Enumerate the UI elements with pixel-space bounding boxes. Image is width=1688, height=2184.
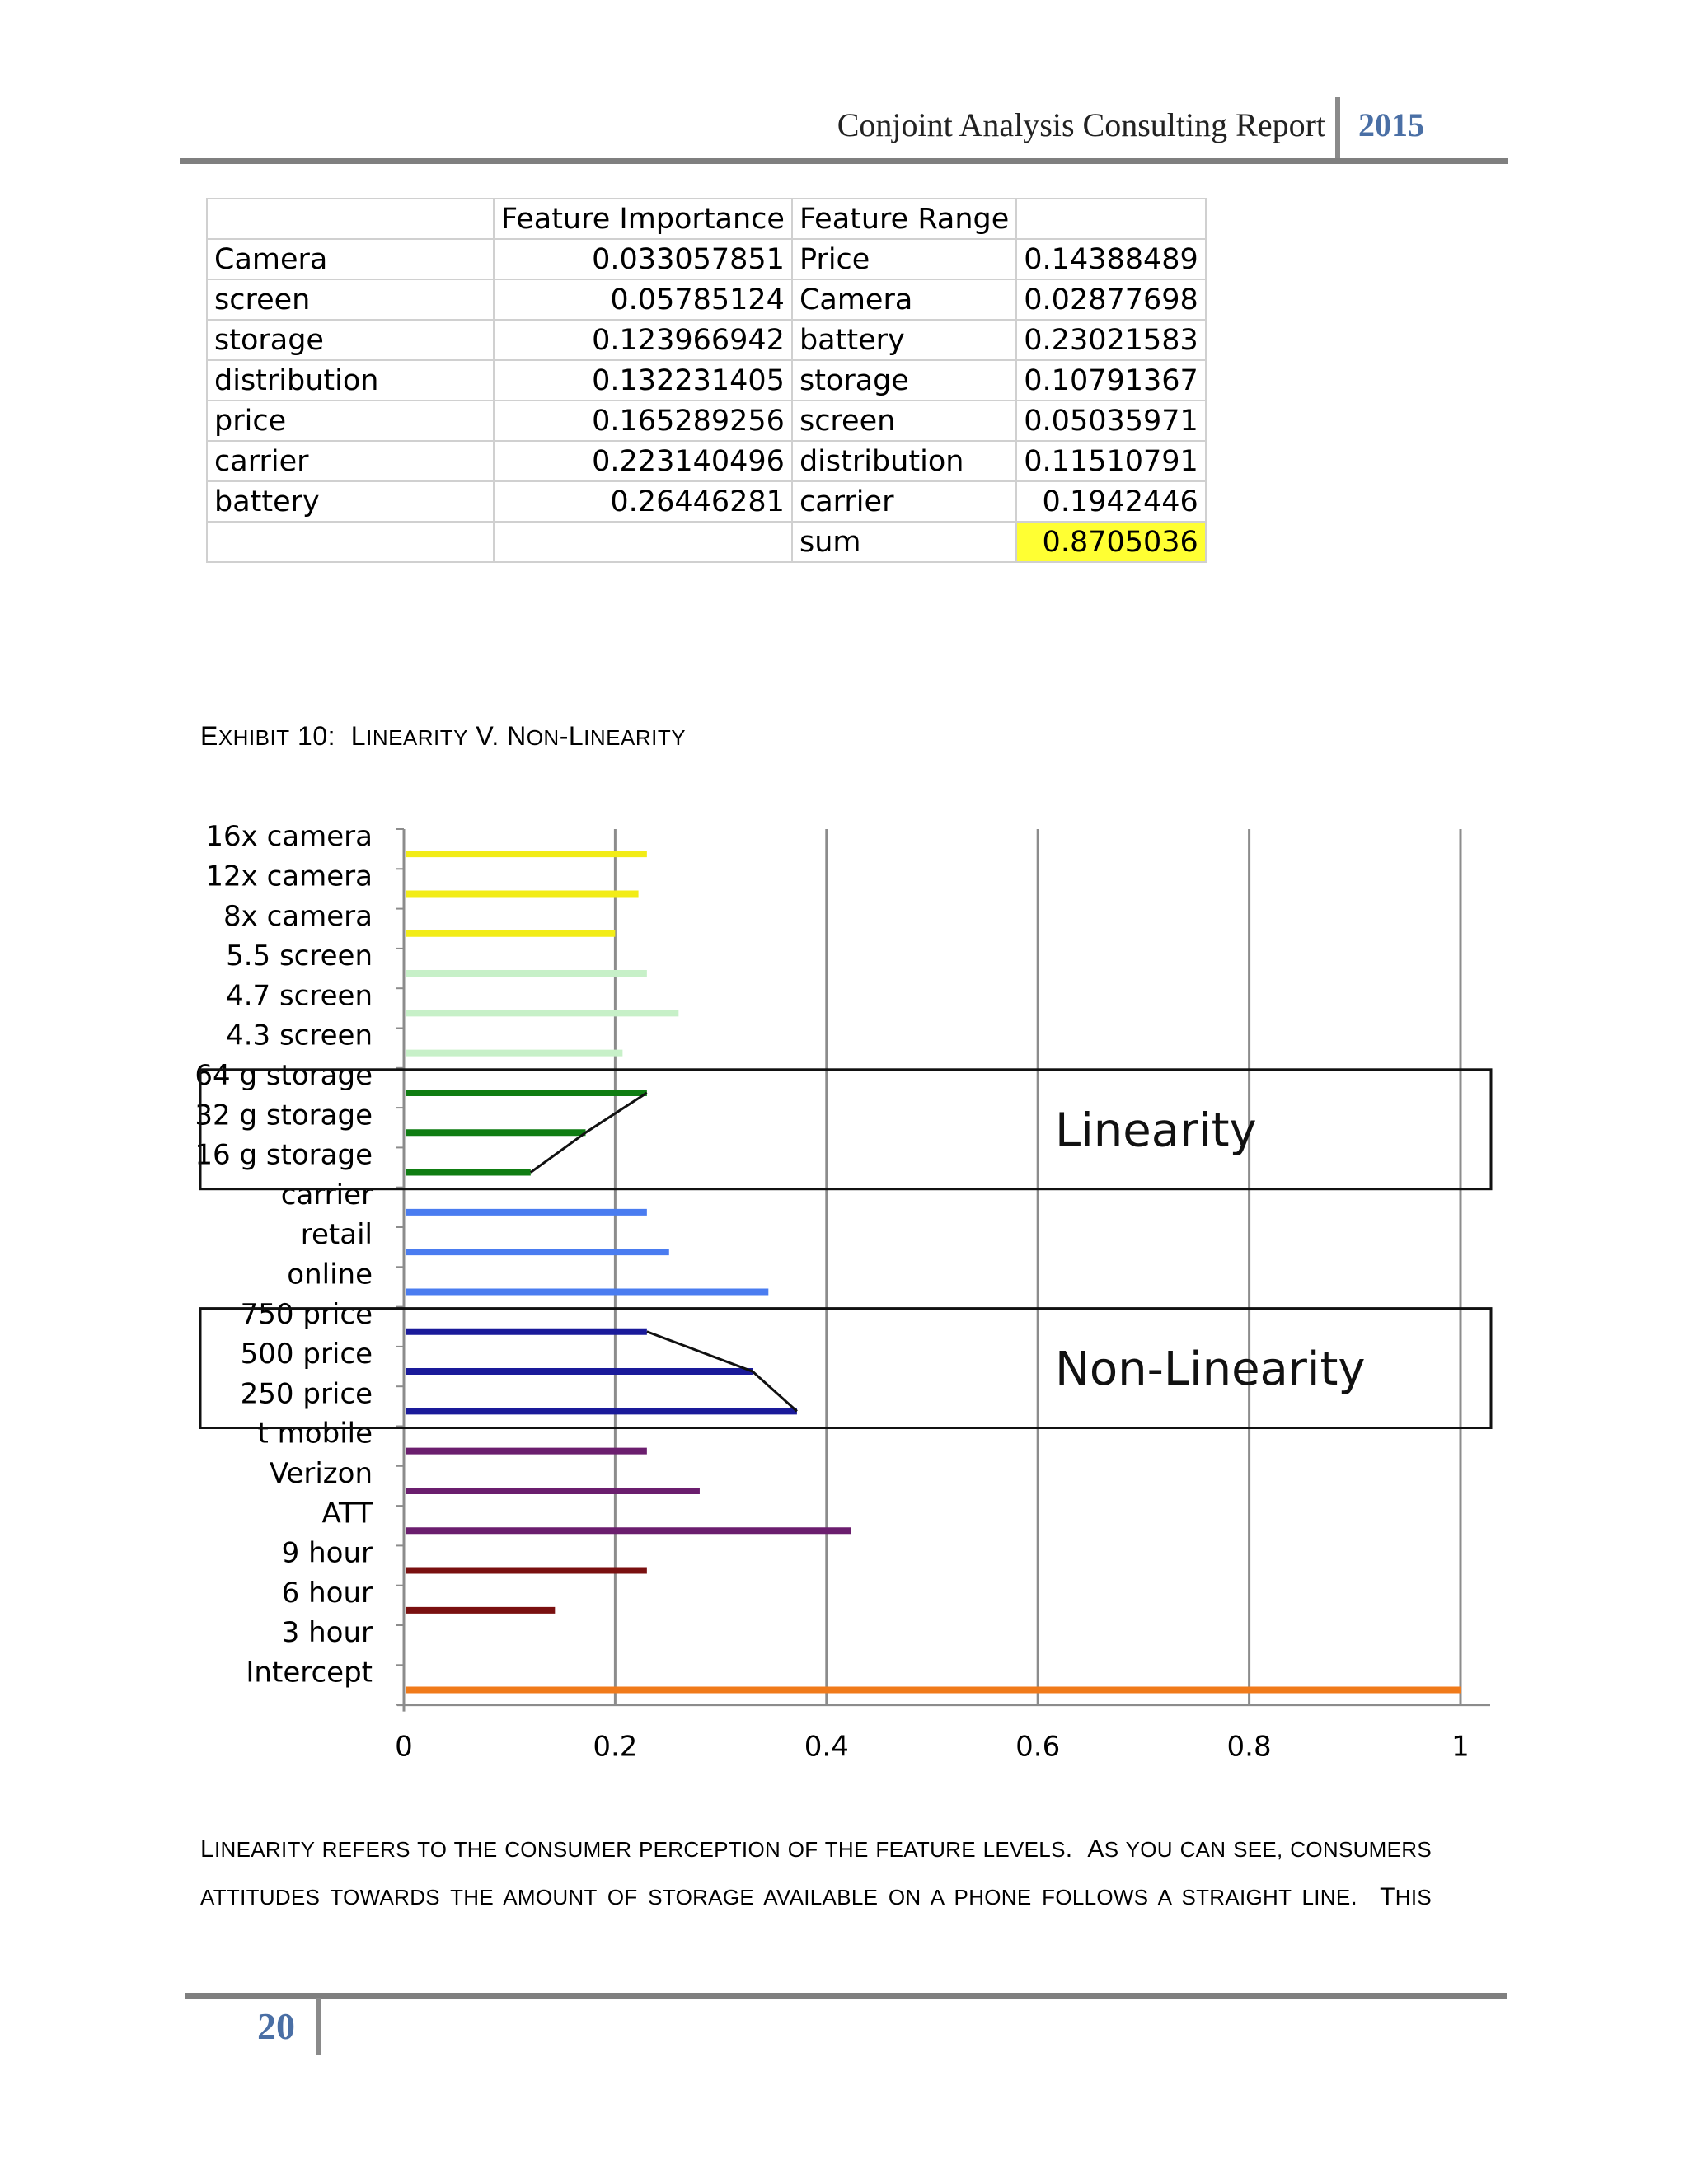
x-tick-label: 1 [1451,1730,1470,1764]
table-cell: 0.05785124 [494,279,792,320]
x-tick-label: 0.4 [804,1730,849,1764]
report-title: Conjoint Analysis Consulting Report [837,106,1325,143]
category-label: 4.7 screen [226,979,373,1013]
category-label: ATT [321,1497,373,1530]
header-cell: Feature Range [792,199,1016,239]
body-line-1: LINEARITY REFERS TO THE CONSUMER PERCEPTION OF THE FEATURE LEVELS. AS YOU CAN SEE, CONSUMERS [200,1835,1432,1863]
page-number: 20 [257,2005,295,2047]
category-label: 500 price [240,1338,373,1371]
footer-separator [316,1998,321,2055]
table-cell: distribution [207,360,494,401]
category-label: 12x camera [205,860,373,893]
table-cell: 0.10791367 [1016,360,1206,401]
category-label: t mobile [257,1417,373,1451]
annotation-label: Linearity [1055,1104,1257,1158]
table-cell: 0.033057851 [494,239,792,279]
category-label: 8x camera [223,899,373,933]
annotation-box [200,1070,1491,1189]
category-label: retail [300,1218,373,1252]
exhibit-caption: EXHIBIT 10: LINEARITY V. NON-LINEARITY [200,721,687,751]
table-cell: 0.223140496 [494,441,792,481]
sum-cell: 0.8705036 [1016,522,1206,562]
x-tick-label: 0.6 [1015,1730,1061,1764]
category-label: 5.5 screen [226,940,373,973]
x-tick-label: 0.2 [593,1730,638,1764]
table-cell: 0.123966942 [494,320,792,360]
category-label: Verizon [269,1456,373,1490]
table-cell: storage [207,320,494,360]
category-label: 16 g storage [195,1138,373,1172]
category-label: Intercept [246,1656,373,1690]
table-cell: 0.11510791 [1016,441,1206,481]
table-cell: storage [792,360,1016,401]
body-line-2: ATTITUDES TOWARDS THE AMOUNT OF STORAGE AVAILABLE ON A PHONE FOLLOWS A STRAIGHT LINE. THIS [200,1883,1432,1910]
table-cell: 0.1942446 [1016,481,1206,522]
category-label: 6 hour [281,1576,373,1610]
table-cell: distribution [792,441,1016,481]
table-cell: screen [207,279,494,320]
table-cell: 0.23021583 [1016,320,1206,360]
category-label: online [287,1258,373,1291]
footer-rule [185,1993,1507,1999]
table-cell: carrier [792,481,1016,522]
table-cell: Camera [207,239,494,279]
category-label: 32 g storage [195,1099,373,1132]
table-cell: 0.02877698 [1016,279,1206,320]
table-cell: carrier [207,441,494,481]
annotation-label: Non-Linearity [1055,1343,1366,1397]
table-cell: battery [207,481,494,522]
category-label: 16x camera [205,820,373,854]
table-cell: price [207,401,494,441]
table-cell: screen [792,401,1016,441]
category-label: 9 hour [281,1536,373,1570]
table-cell: 0.132231405 [494,360,792,401]
x-tick-label: 0 [395,1730,413,1764]
category-label: 3 hour [281,1616,373,1650]
body-paragraph [200,1825,1432,1921]
category-label: 64 g storage [195,1058,373,1092]
category-label: 4.3 screen [226,1019,373,1052]
x-tick-label: 0.8 [1226,1730,1272,1764]
table-cell: 0.165289256 [494,401,792,441]
category-label: carrier [280,1178,373,1212]
table-cell: 0.26446281 [494,481,792,522]
table-cell: Camera [792,279,1016,320]
table-cell: 0.14388489 [1016,239,1206,279]
table-cell: battery [792,320,1016,360]
header-cell: Feature Importance [494,199,792,239]
table-cell: 0.05035971 [1016,401,1206,441]
table-cell: Price [792,239,1016,279]
report-year: 2015 [1358,106,1424,143]
category-label: 250 price [240,1377,373,1411]
table-cell: sum [792,522,1016,562]
category-label: 750 price [240,1297,373,1331]
